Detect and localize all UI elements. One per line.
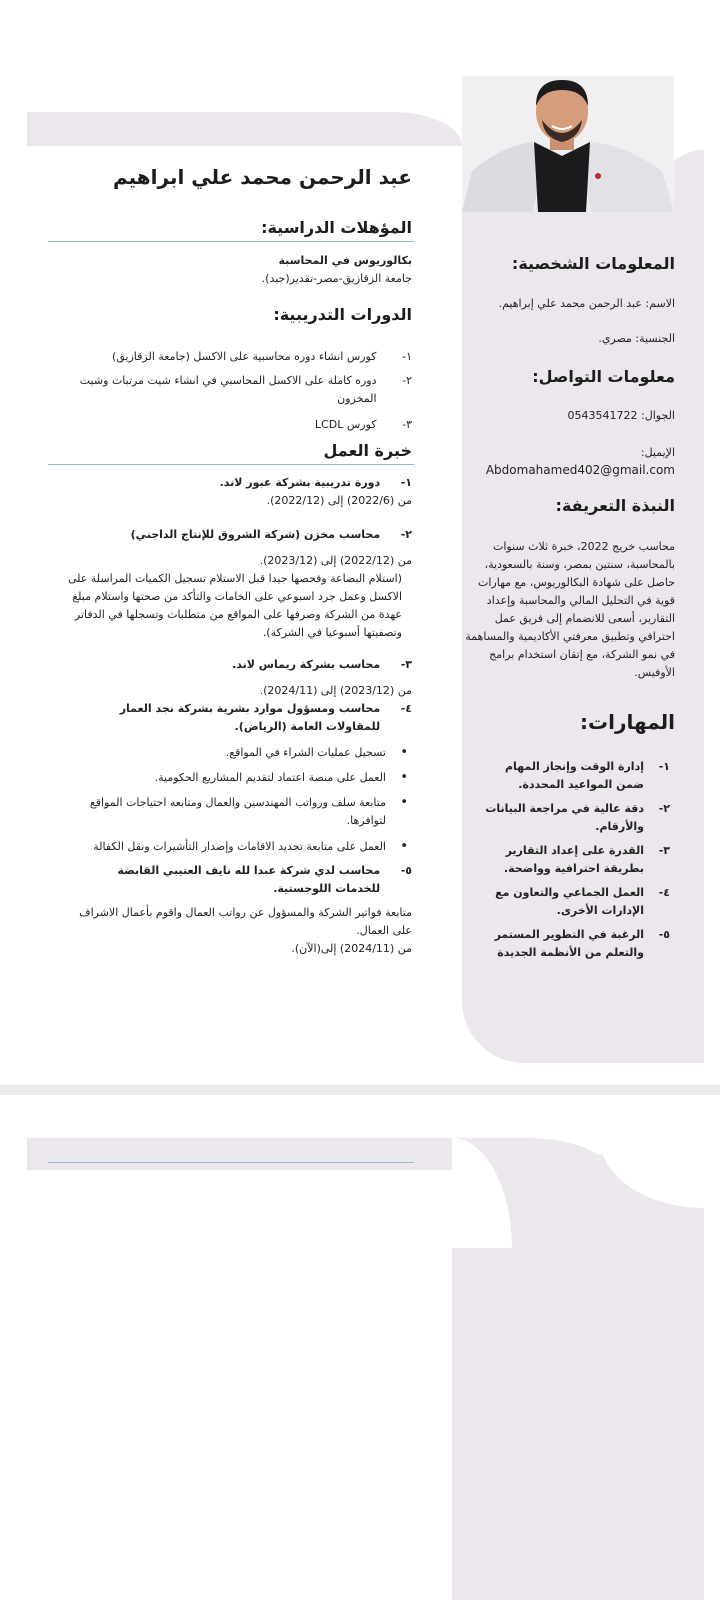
personal-nationality: الجنسية: مصري. <box>598 332 675 345</box>
resume-page-2 <box>0 1095 720 1600</box>
skill-text: دقة عالية في مراجعة البيانات والأرقام. <box>485 802 644 833</box>
skill-item <box>484 800 670 836</box>
job-title-text: محاسب ومسؤول موارد بشرية بشركة نجد العمار للمقاولات العامة (الرياض). <box>119 702 381 733</box>
job-description: (استلام البضاعة وفحصها جيدا قبل الاستلام تسجيل الكميات المراسلة على الاكسل وعمل جرد اسبوعي على الخامات والتأكد من صحتها واستلام مبلغ عهدة من الشركة وصرفها على المواقع من متطلبات وتسجلها في الدفاتر وتصفيتها أسبوعيا في الشركة). <box>67 572 402 639</box>
job-title-text: محاسب مخزن (شركة الشروق للإنتاج الداجني) <box>130 528 381 541</box>
page-separator <box>0 1085 720 1095</box>
skill-item <box>484 758 670 794</box>
contact-email-label: الإيميل: <box>640 446 675 459</box>
course-number: ٢- <box>402 374 412 387</box>
skill-item <box>484 884 670 920</box>
experience-divider <box>48 464 414 465</box>
course-item <box>79 372 413 408</box>
course-text: كورس انشاء دوره محاسبية على الاكسل (جامعة الزقازيق) <box>111 350 377 363</box>
course-number: ١- <box>402 350 412 363</box>
education-divider <box>48 241 414 242</box>
page2-divider <box>48 1162 414 1163</box>
job-title <box>220 474 412 492</box>
course-item <box>112 348 412 366</box>
job-duty <box>155 769 408 787</box>
skill-number: ٥- <box>658 928 670 941</box>
job-period: من (2022/12) إلى (2023/12). <box>259 554 412 567</box>
profile-photo <box>462 76 674 212</box>
job-title <box>80 700 412 736</box>
bullet-icon: • <box>400 745 408 760</box>
courses-title: الدورات التدريبية: <box>273 305 412 324</box>
job-duty-text: العمل على متابعة تجديد الاقامات وإصدار التأشيرات ونقل الكفالة <box>93 840 386 853</box>
profile-title: النبذة التعريفة: <box>555 496 675 515</box>
contact-title: معلومات التواصل: <box>532 367 675 386</box>
job-title-text: محاسب لدي شركة عبدا لله نايف العتيبي القابضة للخدمات اللوجستية. <box>117 864 381 895</box>
job-description: متابعة فواتير الشركة والمسؤول عن رواتب العمال واقوم بأعمال الاشراف على العمال. <box>79 906 412 937</box>
job-title-text: دورة تدريبية بشركة عبور لاند. <box>219 476 381 489</box>
header-band <box>27 112 462 146</box>
course-text: كورس LCDL <box>314 418 377 431</box>
skill-number: ٣- <box>658 844 670 857</box>
experience-title: خبرة العمل <box>323 441 412 460</box>
skill-text: الرغبة في التطوير المستمر والتعلم من الأنظمة الجديدة <box>494 928 644 959</box>
skill-item <box>484 842 670 878</box>
skills-title: المهارات: <box>580 710 675 734</box>
contact-email[interactable]: Abdomahamed402@gmail.com <box>485 463 675 477</box>
bullet-icon: • <box>400 795 408 810</box>
course-item <box>315 416 412 434</box>
bullet-icon: • <box>400 839 408 854</box>
job-number: ١- <box>400 476 412 489</box>
skill-text: إدارة الوقت وإنجاز المهام ضمن المواعيد المحددة. <box>504 760 644 791</box>
profile-text: محاسب خريج 2022، خبرة ثلاث سنوات بالمحاسبة، سنتين بمصر، وسنة بالسعودية، حاصل على شهادة البكالوريوس، مع مهارات قوية في التحليل المالي والمحاسبة وإعداد التقارير، أسعى للانضمام إلى فريق عمل احترافي وتطبيق معرفتي الأكاديمية والمساهمة في نمو الشركة، مع إتقان استخدام برامج الأوفيس. <box>465 540 675 679</box>
skill-number: ١- <box>658 760 670 773</box>
course-text: دوره كاملة على الاكسل المحاسبي في انشاء شيت مرتبات وشيت المخزون <box>79 374 377 405</box>
contact-phone: الجوال: 0543541722 <box>567 409 675 422</box>
education-degree: بكالوريوس في المحاسبة <box>278 254 412 267</box>
job-duty <box>93 838 408 856</box>
job-duty <box>62 794 408 830</box>
education-title: المؤهلات الدراسية: <box>261 218 412 237</box>
job-duty-text: العمل على منصة اعتماد لتقديم المشاريع الحكومية. <box>154 771 386 784</box>
skill-number: ٤- <box>658 886 670 899</box>
job-title <box>131 526 412 544</box>
job-number: ٥- <box>400 864 412 877</box>
job-title <box>232 656 412 674</box>
personal-info-title: المعلومات الشخصية: <box>511 254 675 273</box>
full-name: عبد الرحمن محمد علي ابراهيم <box>112 165 412 189</box>
job-number: ٣- <box>400 658 412 671</box>
job-title <box>80 862 412 898</box>
job-number: ٢- <box>400 528 412 541</box>
personal-name: الاسم: عبد الرحمن محمد علي إبراهيم. <box>498 297 675 310</box>
course-number: ٣- <box>402 418 412 431</box>
job-period: من (2024/11) إلى(الآن). <box>291 942 412 955</box>
job-duty <box>226 744 408 762</box>
bullet-icon: • <box>400 770 408 785</box>
job-duty-text: متابعة سلف ورواتب المهندسين والعمال ومتابعه احتياجات المواقع لتوافرها. <box>89 796 386 827</box>
job-period: من (2023/12) إلى (2024/11). <box>259 684 412 697</box>
skill-text: العمل الجماعي والتعاون مع الإدارات الأخرى. <box>495 886 644 917</box>
skill-item <box>484 926 670 962</box>
skill-text: القدرة على إعداد التقارير بطريقة احترافية وواضحة. <box>503 844 644 875</box>
job-number: ٤- <box>400 702 412 715</box>
job-duty-text: تسجيل عمليات الشراء في المواقع. <box>225 746 386 759</box>
skill-number: ٢- <box>658 802 670 815</box>
education-university: جامعة الزقازيق-مصر-تقدير(جيد). <box>261 272 412 285</box>
job-period: من (2022/6) إلى (2022/12). <box>266 494 412 507</box>
job-title-text: محاسب بشركة ريماس لاند. <box>232 658 381 671</box>
